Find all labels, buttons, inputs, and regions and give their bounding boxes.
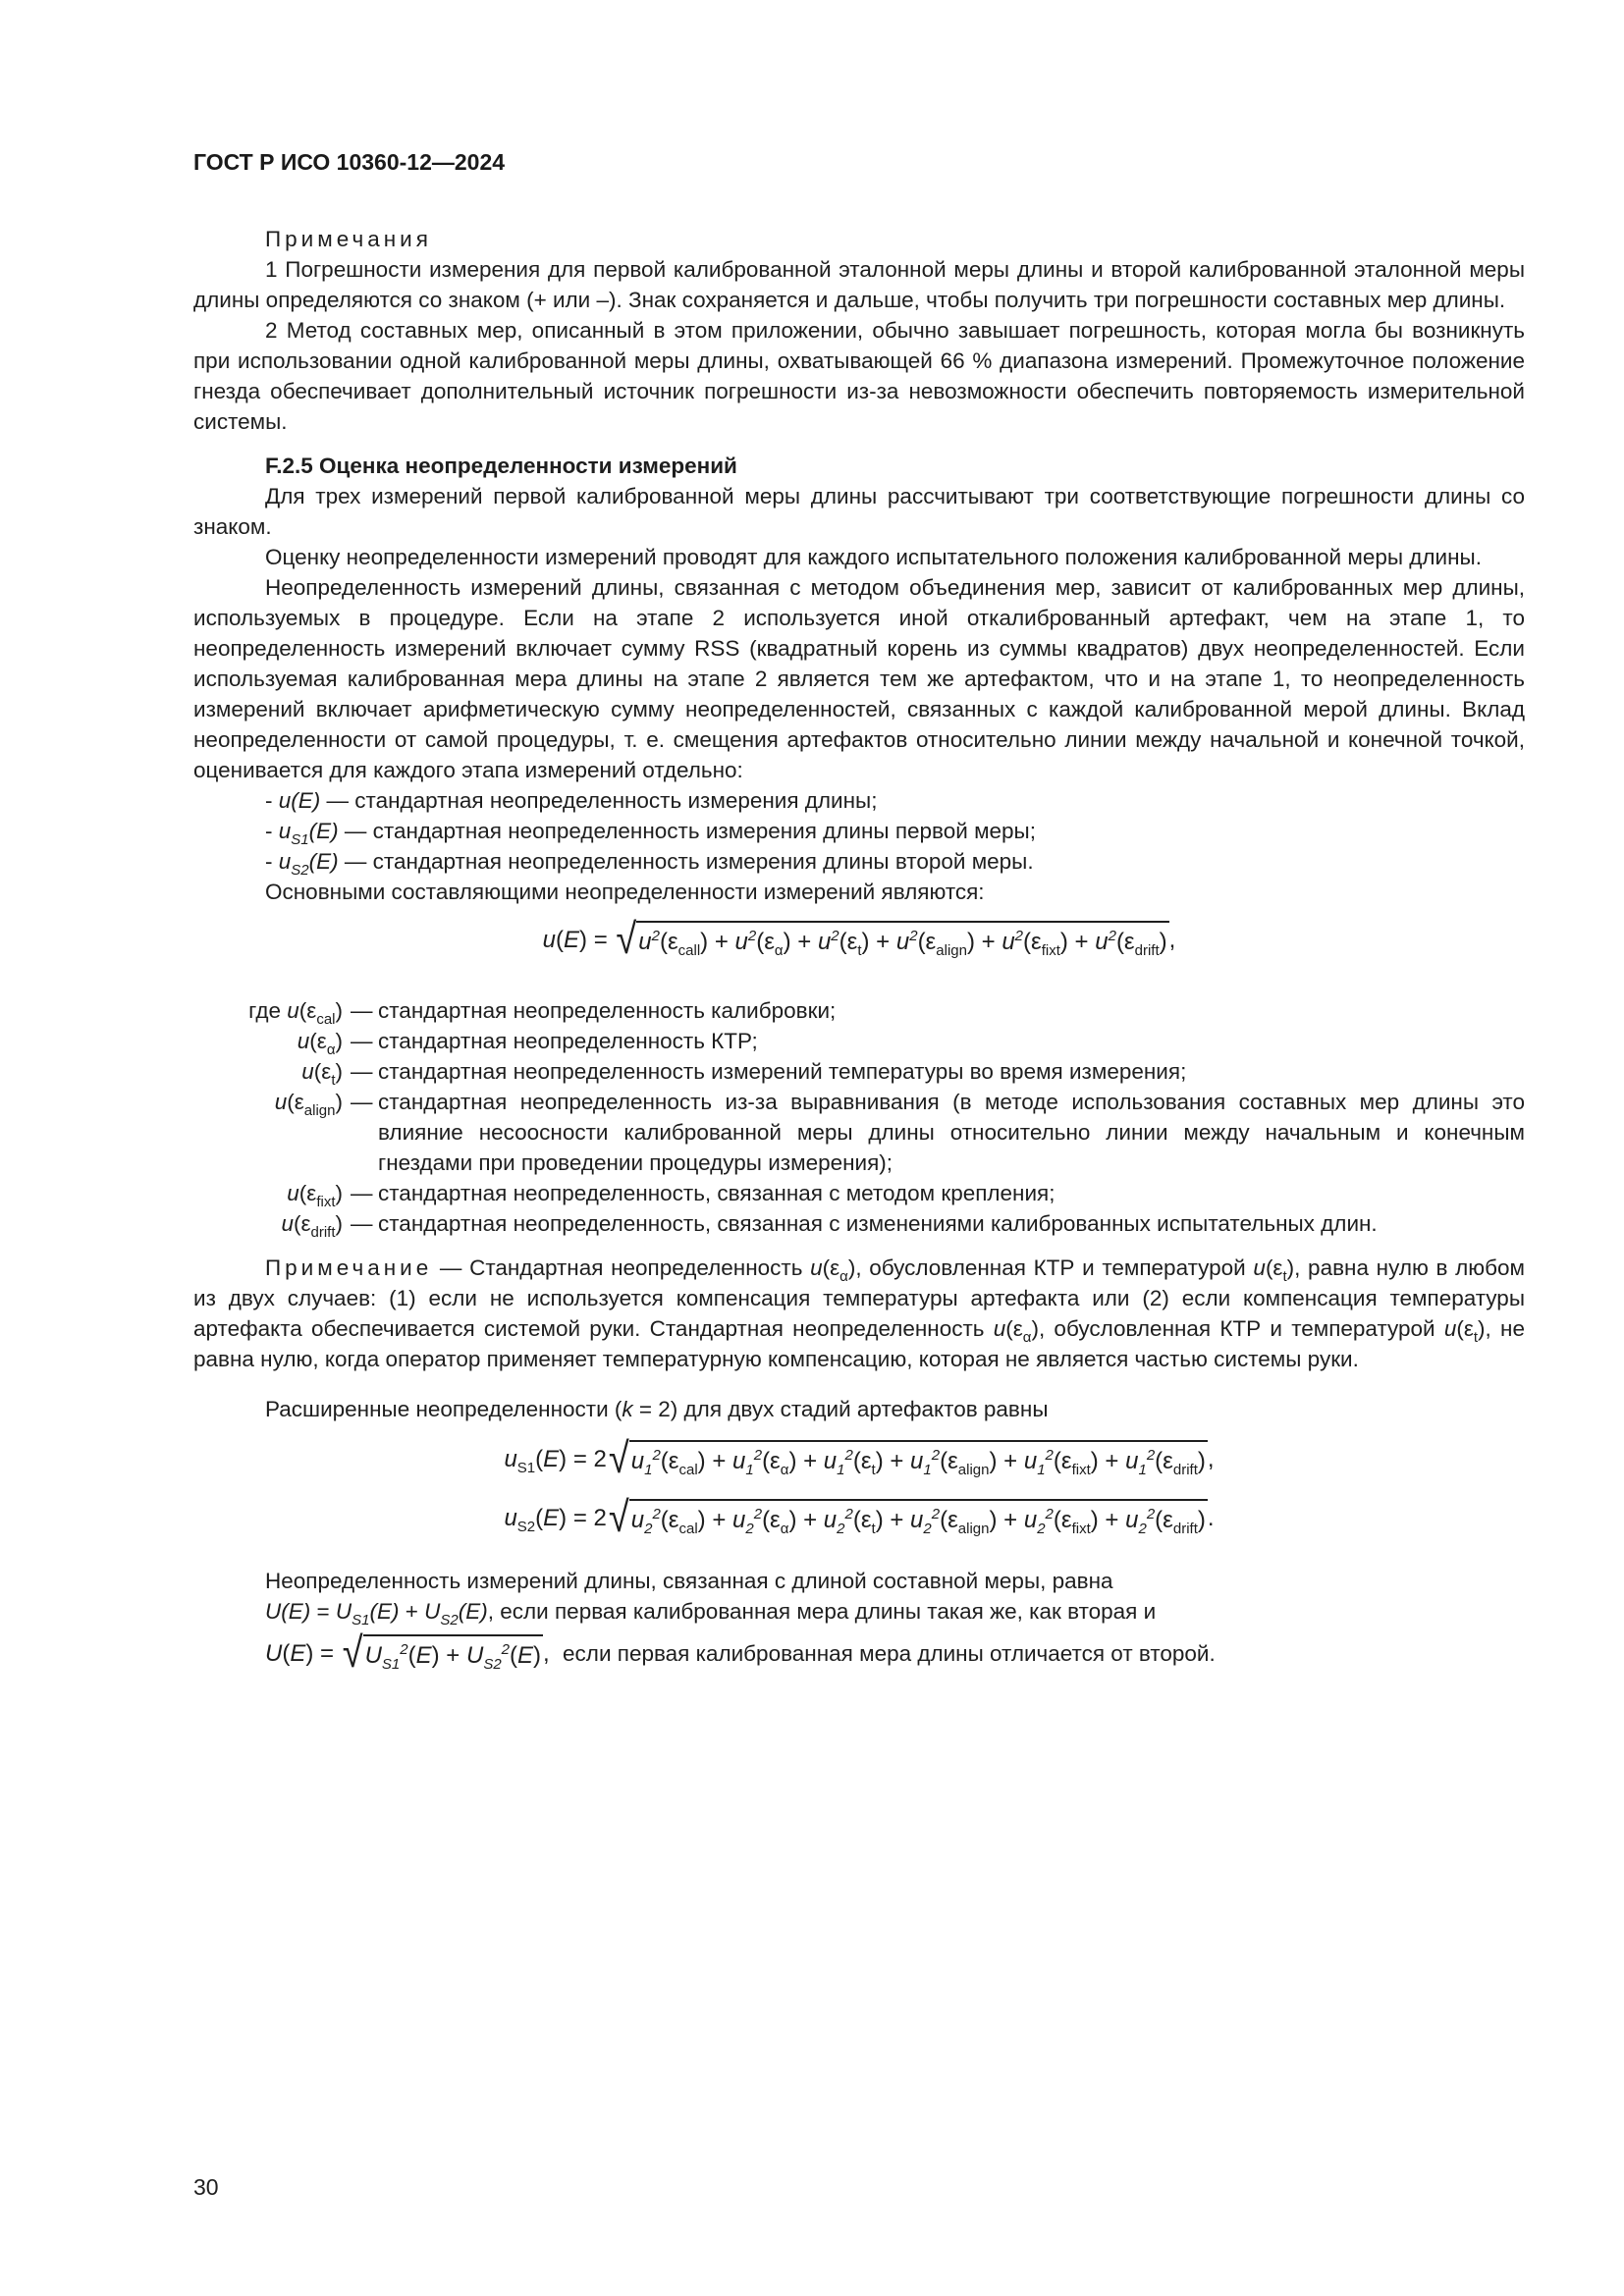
sqrt-sign: √ $u_1^2(\varepsilon_{cal}) + u_1^2(\varepsilon_\alpha) + u_1^2(\varepsilon_t) + u_1^2(\varepsilon_{align}) + u_1^2(\varepsilon_{fixt}) + u_1^2(\varepsilon_{drift})$ (608, 1434, 1206, 1483)
formula-us1: u $_{S1}$( E ) = 2 √ $u_1^2(\varepsilon_{cal}) + u_1^2(\varepsilon_\alpha) + u_1^2(\varepsilon_t) + u_1^2(\varepsilon_{align}) + u_1^2(\varepsilon_{fixt}) + u_1^2(\varepsilon_{drift})$ , (504, 1434, 1215, 1483)
paragraph-3: Неопределенность измерений длины, связанная с методом объединения мер, зависит от калиброванных мер длины, используемых в процедуре. Если на этапе 2 используется иной откалиброванный артефакт, чем на этапе 1, то неопределенность измерений включает сумму RSS (квадратный корень из суммы квадратов) двух неопределенностей. Если используемая калиброванная мера длины на этапе 2 является тем же артефактом, что и на этапе 1, то неопределенность измерений включает арифметическую сумму неопределенностей, связанных с каждой калиброванной мерой длины. Вклад неопределенности от самой процедуры, т. е. смещения артефактов относительно линии между начальной и конечной точкой, оценивается для каждого этапа измерений отдельно: (193, 575, 1525, 782)
sqrt-sign: √ $U_{S1}^2(E) + U_{S2}^2(E)$ (342, 1629, 542, 1678)
sqrt-sign: √ $u^2(\varepsilon_{call}) + u^2(\varepsilon_\alpha) + u^2(\varepsilon_t) + u^2(\varepsilon_{align}) + u^2(\varepsilon_{fixt}) + u^2(\varepsilon_{drift})$ (616, 915, 1167, 964)
note-label: Примечание (265, 1255, 433, 1280)
page-number: 30 (193, 2174, 219, 2200)
formula-u-e: u ( E ) = √ $u^2(\varepsilon_{call}) + u^2(\varepsilon_\alpha) + u^2(\varepsilon_t) + u^2(\varepsilon_{align}) + u^2(\varepsilon_{fixt}) + u^2(\varepsilon_{drift})$ , (542, 915, 1176, 964)
paragraph-1: Для трех измерений первой калиброванной меры длины рассчитывают три соответствующие погрешности длины со знаком. (193, 484, 1525, 539)
where-label: где (248, 998, 281, 1023)
note-1: 1 Погрешности измерения для первой калиброванной эталонной меры длины и второй калиброванной эталонной меры длины определяются со знаком (+ или –). Знак сохраняется и дальше, чтобы получить три погрешности составных мер длины. (193, 257, 1525, 312)
definition-cal: стандартная неопределенность калибровки; (378, 998, 837, 1023)
list-item: - u(E) — стандартная неопределенность измерения длины; (265, 788, 878, 813)
sqrt-sign: √ $u_2^2(\varepsilon_{cal}) + u_2^2(\varepsilon_\alpha) + u_2^2(\varepsilon_t) + u_2^2(\varepsilon_{align}) + u_2^2(\varepsilon_{fixt}) + u_2^2(\varepsilon_{drift})$ (608, 1493, 1206, 1542)
final-rss-text: если первая калиброванная мера длины отличается от второй. (563, 1640, 1216, 1666)
list-item-text: — стандартная неопределенность измерения длины; (326, 788, 878, 813)
definition-row: $u(\varepsilon_\alpha)$ — стандартная неопределенность КТР; (193, 1026, 1525, 1056)
formula-us2: u $_{S2}$( E ) = 2 √ $u_2^2(\varepsilon_{cal}) + u_2^2(\varepsilon_\alpha) + u_2^2(\varepsilon_t) + u_2^2(\varepsilon_{align}) + u_2^2(\varepsilon_{fixt}) + u_2^2(\varepsilon_{drift})$ . (504, 1493, 1215, 1542)
definition-drift: стандартная неопределенность, связанная с изменениями калиброванных испытательных длин. (378, 1211, 1378, 1236)
standard-header: ГОСТ Р ИСО 10360-12—2024 (193, 149, 506, 175)
final-paragraph: Неопределенность измерений длины, связанная с длиной составной меры, равна (265, 1569, 1113, 1593)
final-sum-line: $U(E) = U_{S1}(E) + U_{S2}(E)$, если первая калиброванная мера длины такая же, как вторая и (265, 1599, 1157, 1629)
definition-t: стандартная неопределенность измерений температуры во время измерения; (378, 1059, 1187, 1084)
page-content (193, 224, 1525, 1678)
definition-align: стандартная неопределенность из-за выравнивания (в методе использования составных мер длины это влияние несоосности калиброванной меры длины относительно линии между начальным и конечным гнездами при проведении процедуры измерения); (378, 1090, 1525, 1175)
list-item-text: — стандартная неопределенность измерения длины второй меры. (344, 849, 1034, 874)
paragraph-2: Оценку неопределенности измерений проводят для каждого испытательного положения калиброванной меры длины. (265, 545, 1482, 569)
components-intro: Основными составляющими неопределенности измерений являются: (265, 880, 985, 904)
final-rss-line (193, 1629, 1525, 1678)
definition-row: $u(\varepsilon_{drift})$ — стандартная неопределенность, связанная с изменениями калиброванных испытательных длин. (193, 1208, 1525, 1239)
list-item: - $u_{S1}(E)$ — стандартная неопределенность измерения длины первой меры; (265, 819, 1036, 848)
note-temperature: Примечание — Стандартная неопределенность $u(\varepsilon_\alpha)$, обусловленная КТР и температурой $u(\varepsilon_t)$, равна нулю в любом из двух случаев: (1) если не используется компенсация температуры артефакта или (2) если компенсация температуры артефакта обеспечивается системой руки. Стандартная неопределенность $u(\varepsilon_\alpha)$, обусловленная КТР и температурой $u(\varepsilon_t)$, не равна нулю, когда оператор применяет температурную компенсацию, которая не является частью системы руки. (193, 1255, 1525, 1371)
definitions-list (193, 995, 1525, 1239)
section-heading: F.2.5 Оценка неопределенности измерений (265, 454, 737, 478)
definition-row: где $u(\varepsilon_{cal})$ — стандартная неопределенность калибровки; (193, 995, 1525, 1026)
notes-title: Примечания (265, 227, 432, 251)
definition-row: $u(\varepsilon_t)$ — стандартная неопределенность измерений температуры во время измерения; (193, 1056, 1525, 1087)
list-item-text: — стандартная неопределенность измерения длины первой меры; (344, 819, 1036, 843)
definition-alpha: стандартная неопределенность КТР; (378, 1029, 758, 1053)
definition-fixt: стандартная неопределенность, связанная с методом крепления; (378, 1181, 1056, 1205)
list-item: - $u_{S2}(E)$ — стандартная неопределенность измерения длины второй меры. (265, 849, 1034, 879)
expanded-intro: Расширенные неопределенности (k = 2) для двух стадий артефактов равны (265, 1397, 1049, 1421)
definition-row: $u(\varepsilon_{align})$ — стандартная неопределенность из-за выравнивания (в методе использования составных мер длины это влияние несоосности калиброванной меры длины относительно линии между начальным и конечным гнездами при проведении процедуры измерения); (193, 1087, 1525, 1178)
formula-rss: U ( E ) = √ $U_{S1}^2(E) + U_{S2}^2(E)$ , (265, 1629, 564, 1678)
note-2: 2 Метод составных мер, описанный в этом приложении, обычно завышает погрешность, которая могла бы возникнуть при использовании одной калиброванной меры длины, охватывающей 66 % диапазона измерений. Промежуточное положение гнезда обеспечивает дополнительный источник погрешности из-за невозможности обеспечить повторяемость измерительной системы. (193, 318, 1525, 434)
definition-row: $u(\varepsilon_{fixt})$ — стандартная неопределенность, связанная с методом крепления; (193, 1178, 1525, 1208)
